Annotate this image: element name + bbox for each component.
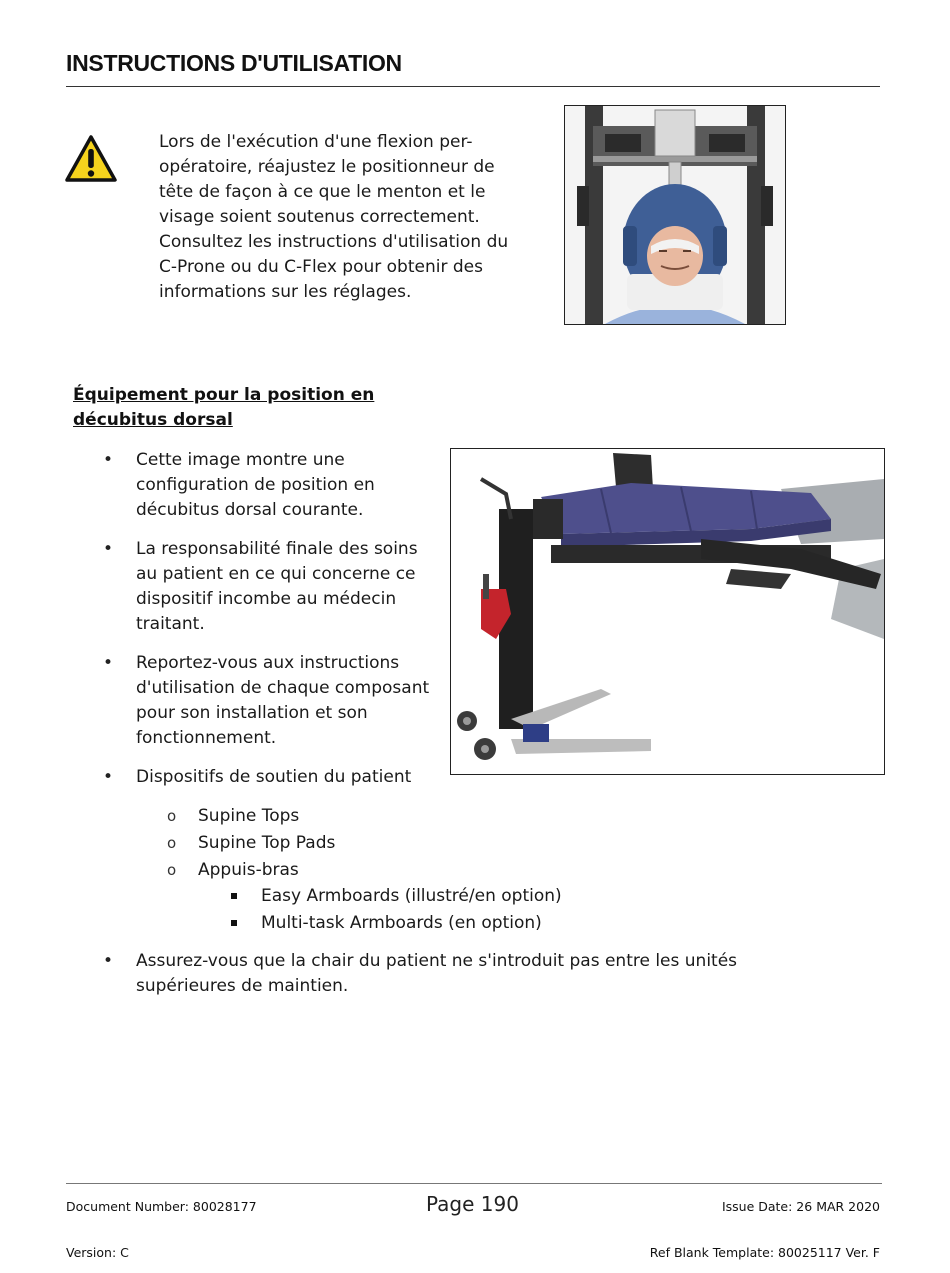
bullet-marker: • [103, 767, 114, 787]
list-item: Cette image montre une configuration de position en décubitus dorsal courante. [136, 450, 375, 520]
head-positioner-photo [564, 105, 786, 325]
warning-triangle-icon [64, 134, 118, 184]
section-heading: Équipement pour la position en décubitus dorsal [73, 385, 375, 430]
warning-text: Lors de l'exécution d'une flexion per-opératoire, réajustez le positionneur de tête de façon à ce que le menton et le visage soient soutenus correctement. Consultez les instructions d'utilisation du C-Prone ou du C-Flex pour obtenir des informations sur les réglages. [159, 132, 509, 302]
sub-item-marker: o [167, 834, 177, 852]
square-bullet-icon [231, 920, 237, 926]
sub-item-marker: o [167, 807, 177, 825]
template-reference: Ref Blank Template: 80025117 Ver. F [649, 1245, 880, 1260]
footer-divider [66, 1183, 882, 1184]
list-item: Assurez-vous que la chair du patient ne s'introduit pas entre les unités supérieures de maintien. [136, 951, 738, 996]
list-item: Reportez-vous aux instructions d'utilisation de chaque composant pour son installation et son fonctionnement. [136, 653, 430, 748]
page-title: INSTRUCTIONS D'UTILISATION [66, 50, 402, 76]
list-item: La responsabilité finale des soins au patient en ce qui concerne ce dispositif incombe au médecin traitant. [136, 539, 418, 634]
bullet-marker: • [103, 450, 114, 470]
document-number: Document Number: 80028177 [66, 1199, 257, 1214]
issue-date: Issue Date: 26 MAR 2020 [721, 1199, 880, 1214]
sub-item-marker: o [167, 861, 177, 879]
page-number: Page 190 [426, 1192, 519, 1216]
square-bullet-icon [231, 893, 237, 899]
list-item: Dispositifs de soutien du patient [136, 767, 412, 787]
sub-list-item: Appuis-bras [198, 860, 299, 880]
bullet-marker: • [103, 653, 114, 673]
supine-table-photo [450, 448, 885, 775]
sub-sub-list-item: Easy Armboards (illustré/en option) [261, 886, 562, 906]
sub-list-item: Supine Top Pads [198, 833, 336, 853]
sub-list-item: Supine Tops [198, 806, 300, 826]
sub-sub-list-item: Multi-task Armboards (en option) [261, 913, 542, 933]
bullet-marker: • [103, 951, 114, 971]
title-divider [66, 86, 880, 87]
version: Version: C [66, 1245, 129, 1260]
bullet-marker: • [103, 539, 114, 559]
